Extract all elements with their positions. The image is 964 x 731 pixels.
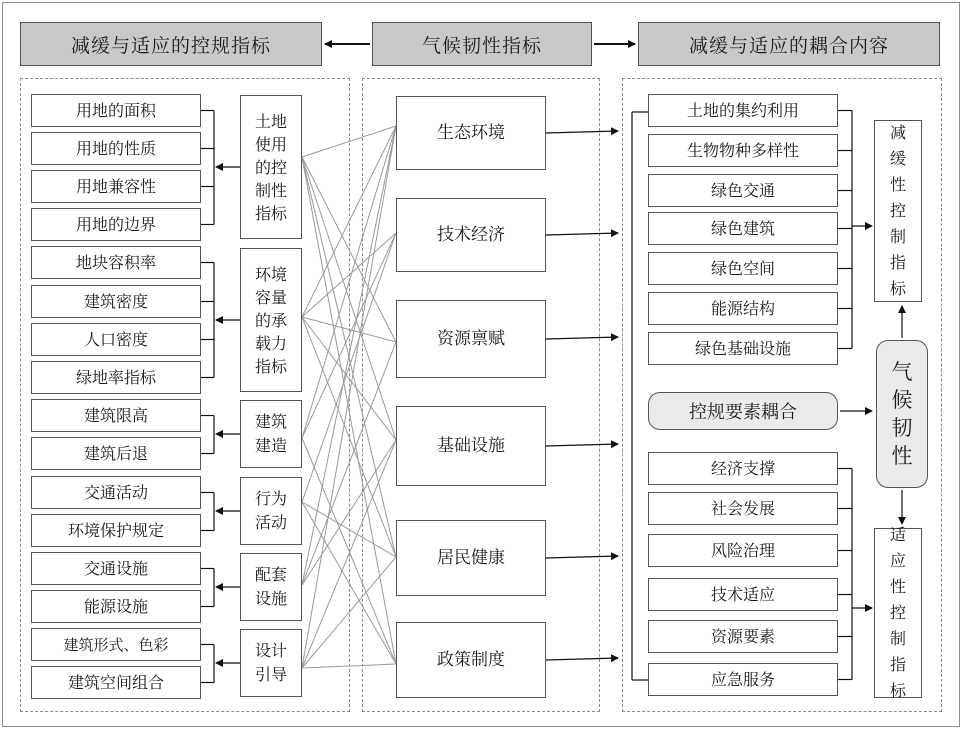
left-group-label bbox=[240, 400, 302, 468]
left-group-label-text: 建筑建造 bbox=[255, 412, 288, 455]
right-top-item-text: 绿色建筑 bbox=[710, 218, 775, 238]
relation-line bbox=[302, 438, 396, 664]
right-top-item-text: 绿色空间 bbox=[710, 258, 775, 278]
left-group-label-text: 环境容量的承载力指标 bbox=[255, 264, 288, 376]
left-item-text: 用地的面积 bbox=[75, 100, 156, 120]
relation-line bbox=[302, 440, 396, 668]
left-item-text: 建筑限高 bbox=[83, 405, 148, 425]
left-item-text: 环境保护规定 bbox=[67, 520, 164, 540]
relation-line bbox=[302, 317, 396, 557]
left-item bbox=[31, 246, 201, 279]
left-item bbox=[31, 590, 201, 623]
header-center-text: 气候韧性指标 bbox=[421, 34, 542, 57]
header-right-text: 减缓与适应的耦合内容 bbox=[688, 34, 889, 57]
header-left-text: 减缓与适应的控规指标 bbox=[70, 34, 271, 57]
right-top-item-text: 生物物种多样性 bbox=[686, 140, 799, 160]
center-item bbox=[396, 406, 546, 486]
right-top-item bbox=[648, 292, 838, 325]
relation-line bbox=[302, 317, 396, 342]
coupling-label: 控规要素耦合 bbox=[689, 402, 797, 423]
right-top-item bbox=[648, 94, 838, 127]
left-group-label-text: 行为活动 bbox=[255, 489, 288, 532]
center-item bbox=[396, 198, 546, 272]
right-top-item-text: 绿色交通 bbox=[710, 180, 775, 200]
right-top-item bbox=[648, 332, 838, 365]
left-group-label bbox=[240, 477, 302, 545]
left-item-text: 交通活动 bbox=[83, 482, 148, 502]
center-item-text: 技术经济 bbox=[437, 224, 505, 245]
right-bottom-item-text: 应急服务 bbox=[710, 669, 775, 689]
left-item bbox=[31, 323, 201, 356]
center-item-text: 生态环境 bbox=[437, 122, 505, 143]
left-item bbox=[31, 399, 201, 432]
relation-line bbox=[302, 126, 396, 317]
relation-line bbox=[302, 557, 396, 668]
left-item-text: 绿地率指标 bbox=[75, 367, 156, 387]
right-bottom-item-text: 资源要素 bbox=[710, 626, 775, 646]
left-item-text: 建筑后退 bbox=[83, 443, 148, 463]
right-top-item bbox=[648, 212, 838, 245]
right-bottom-item bbox=[648, 534, 838, 567]
mitigation-label: 减缓性控制指标 bbox=[889, 123, 906, 298]
right-top-item bbox=[648, 134, 838, 167]
right-bottom-item-text: 社会发展 bbox=[710, 498, 775, 518]
center-arrow bbox=[546, 233, 618, 235]
center-arrow bbox=[546, 337, 618, 339]
resilience-box bbox=[876, 340, 928, 488]
left-item bbox=[31, 476, 201, 509]
right-bottom-item-text: 经济支撑 bbox=[710, 458, 775, 478]
center-item bbox=[396, 300, 546, 378]
right-top-item bbox=[648, 252, 838, 285]
center-item-text: 基础设施 bbox=[437, 435, 505, 456]
relation-line bbox=[302, 126, 396, 157]
left-group-label bbox=[240, 95, 302, 239]
left-item-text: 建筑密度 bbox=[83, 291, 148, 311]
left-item bbox=[31, 628, 201, 661]
mitigation-label-box bbox=[874, 120, 922, 302]
right-bottom-item bbox=[648, 452, 838, 485]
center-item-text: 居民健康 bbox=[437, 547, 505, 568]
right-top-item bbox=[648, 174, 838, 207]
right-bottom-item bbox=[648, 578, 838, 611]
right-top-item-text: 绿色基础设施 bbox=[694, 338, 791, 358]
center-arrow bbox=[546, 131, 618, 133]
left-item bbox=[31, 437, 201, 470]
left-group-label-text: 土地使用的控制性指标 bbox=[255, 111, 288, 223]
left-item bbox=[31, 552, 201, 585]
center-item bbox=[396, 96, 546, 170]
left-item bbox=[31, 361, 201, 394]
relation-line bbox=[302, 502, 396, 664]
left-item-text: 人口密度 bbox=[83, 329, 148, 349]
left-item-text: 建筑形式、色彩 bbox=[63, 635, 169, 654]
adaptation-label-box bbox=[874, 525, 922, 700]
right-bottom-item bbox=[648, 663, 838, 696]
relation-line bbox=[302, 233, 396, 317]
left-item-text: 用地兼容性 bbox=[75, 176, 156, 196]
right-bottom-item-text: 风险治理 bbox=[710, 540, 775, 560]
right-top-item-text: 土地的集约利用 bbox=[686, 100, 799, 120]
left-item bbox=[31, 514, 201, 547]
left-item bbox=[31, 285, 201, 318]
left-item-text: 建筑空间组合 bbox=[67, 672, 164, 692]
left-group-label-text: 配套设施 bbox=[255, 565, 288, 608]
relation-line bbox=[302, 126, 396, 585]
center-arrow bbox=[546, 556, 618, 558]
center-arrow bbox=[546, 444, 618, 446]
left-item-text: 交通设施 bbox=[83, 558, 148, 578]
left-group-label bbox=[240, 248, 302, 392]
center-item-text: 政策制度 bbox=[437, 649, 505, 670]
right-top-item-text: 能源结构 bbox=[710, 298, 775, 318]
left-item-text: 用地的性质 bbox=[75, 138, 156, 158]
coupling-box bbox=[648, 392, 838, 430]
right-bottom-item bbox=[648, 492, 838, 525]
left-item bbox=[31, 132, 201, 165]
adaptation-label: 适应性控制指标 bbox=[889, 525, 906, 700]
left-group-label bbox=[240, 629, 302, 697]
relation-line bbox=[302, 157, 396, 342]
left-item-text: 地块容积率 bbox=[75, 252, 156, 272]
left-item-text: 用地的边界 bbox=[75, 214, 156, 234]
left-group-label-text: 设计引导 bbox=[255, 641, 288, 684]
center-item-text: 资源禀赋 bbox=[437, 328, 505, 349]
left-group-label bbox=[240, 553, 302, 621]
resilience-label: 气候韧性 bbox=[891, 360, 913, 468]
left-item bbox=[31, 666, 201, 699]
center-arrow bbox=[546, 658, 618, 660]
center-item bbox=[396, 520, 546, 596]
center-item bbox=[396, 622, 546, 698]
right-bottom-item-text: 技术适应 bbox=[710, 584, 775, 604]
left-item bbox=[31, 94, 201, 127]
right-bottom-item bbox=[648, 620, 838, 653]
left-item bbox=[31, 208, 201, 241]
left-item-text: 能源设施 bbox=[83, 596, 148, 616]
relation-line bbox=[302, 126, 396, 438]
relation-line bbox=[302, 664, 396, 668]
left-item bbox=[31, 170, 201, 203]
